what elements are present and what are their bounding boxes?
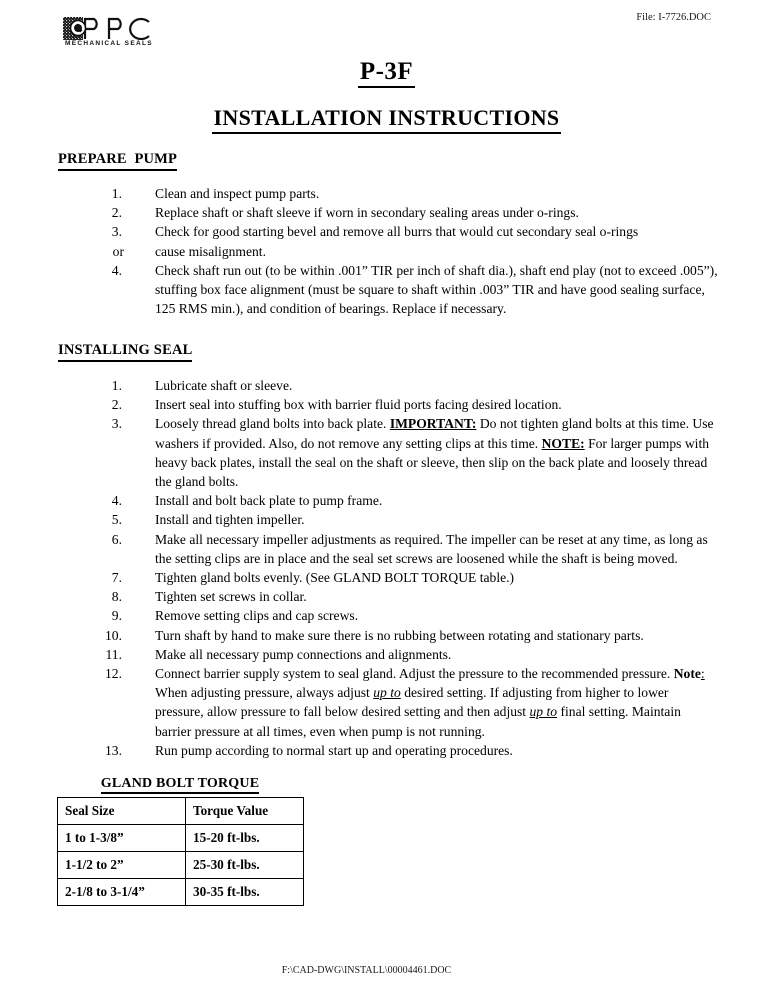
instruction-item [58,606,718,625]
table-cell: 15-20 ft-lbs. [186,825,304,852]
instruction-list [58,184,718,318]
instruction-number: 3. [111,224,122,240]
table-cell: 30-35 ft-lbs. [186,879,304,906]
instruction-text: Loosely thread gland bolts into back plate. IMPORTANT: Do not tighten gland bolts at this time. Use washers if provided. Also, do not remove any setting clips at this time. NOTE: For larger pumps with heavy back plates, install the seal on the shaft or sleeve, then slip on the back plate and loosely thread the gland bolts. [155,416,714,490]
instruction-item [58,261,718,319]
instruction-list [58,376,718,760]
instruction-text: Make all necessary pump connections and alignments. [155,646,452,662]
table-row [58,879,304,906]
instruction-number: 4. [111,493,122,509]
instruction-continuation [112,242,718,261]
instruction-text: Check for good starting bevel and remove all burrs that would cut secondary seal o-rings [155,224,639,240]
instruction-item [58,510,718,529]
table-caption-text: GLAND BOLT TORQUE [101,776,260,794]
page-subtitle-text: INSTALLATION INSTRUCTIONS [212,105,562,134]
page-title-text: P-3F [358,58,415,88]
instruction-item [58,414,718,491]
instruction-text: Turn shaft by hand to make sure there is no rubbing between rotating and stationary parts. [155,627,644,643]
page-subtitle [0,105,773,131]
document-header [0,0,773,52]
instruction-text: Tighten set screws in collar. [155,589,307,605]
instruction-text: Run pump according to normal start up and operating procedures. [155,742,513,758]
section-prepare-pump [58,150,718,318]
table-cell: 2-1/8 to 3-1/4” [58,879,186,906]
continuation-text: cause misalignment. [155,243,266,259]
instruction-item [58,645,718,664]
instruction-number: 10. [105,627,122,643]
instruction-number: 8. [111,589,122,605]
table-column-header: Seal Size [58,798,186,825]
instruction-number: 9. [111,608,122,624]
table-header-row [58,798,304,825]
table-cell: 25-30 ft-lbs. [186,852,304,879]
gland-bolt-torque-block [57,776,303,906]
footer-file-path: F:\CAD-DWG\INSTALL\00004461.DOC [281,965,452,976]
instruction-number: 5. [111,512,122,528]
instruction-number: 2. [111,397,122,413]
instruction-text: Remove setting clips and cap screws. [155,608,359,624]
table-row [58,825,304,852]
instruction-number: 6. [111,531,122,547]
section-installing-seal [58,341,718,760]
table-caption [57,776,303,792]
gland-bolt-torque-table [57,797,304,906]
instruction-text: Connect barrier supply system to seal gland. Adjust the pressure to the recommended pressure. Note: When adjusting pressure, always adjust up to desired setting. If adjusting from higher to lower pressure, allow pressure to fall below desired setting and then adjust up to final setting. Maintain barrier pressure at all times, even when pump is not running. [155,666,705,739]
instruction-item [58,222,718,260]
instruction-text: Make all necessary impeller adjustments as required. The impeller can be reset at any time, as long as the setting clips are in place and the seal set screws are loosened while the shaft is being moved. [155,531,708,566]
instruction-number: 2. [111,205,122,221]
instruction-item [58,664,718,741]
instruction-item [58,741,718,760]
company-logo [63,17,155,50]
instruction-number: 13. [105,742,122,758]
instruction-text: Install and bolt back plate to pump frame. [155,493,383,509]
instruction-item [58,530,718,568]
instruction-number: 12. [105,666,122,682]
instruction-item [58,587,718,606]
table-column-header: Torque Value [186,798,304,825]
instruction-text: Clean and inspect pump parts. [155,186,320,201]
table-cell: 1-1/2 to 2” [58,852,186,879]
instruction-number: 1. [111,378,122,393]
instruction-text: Check shaft run out (to be within .001” TIR per inch of shaft dia.), shaft end play (not to exceed .005”), stuffing box face alignment (must be square to shaft within .003” TIR and have good sealing surface, 125 RMS min.), and condition of bearings. Replace if necessary. [155,262,718,317]
instruction-text: Insert seal into stuffing box with barrier fluid ports facing desired location. [155,397,562,413]
file-reference: File: I-7726.DOC [636,12,711,23]
instruction-number: 11. [105,646,122,662]
instruction-item [58,626,718,645]
instruction-number: 3. [111,416,122,432]
instruction-number: 4. [111,262,122,278]
ppc-logo-icon [63,17,155,40]
document-footer [0,965,773,976]
instruction-text: Replace shaft or shaft sleeve if worn in secondary sealing areas under o-rings. [155,205,579,221]
table-row [58,852,304,879]
instruction-item [58,203,718,222]
logo-tagline: MECHANICAL SEALS [65,40,153,47]
instruction-text: Lubricate shaft or sleeve. [155,378,293,393]
instruction-item [58,184,718,203]
instruction-text: Install and tighten impeller. [155,512,305,528]
section-heading: PREPARE PUMP [58,151,177,171]
instruction-item [58,376,718,395]
instruction-number: 7. [111,570,122,586]
continuation-marker: or [112,243,124,259]
instruction-item [58,491,718,510]
instruction-number: 1. [111,186,122,201]
instruction-text: Tighten gland bolts evenly. (See GLAND BOLT TORQUE table.) [155,570,515,586]
instruction-item [58,568,718,587]
page-title [0,58,773,86]
section-heading: INSTALLING SEAL [58,342,192,362]
instruction-item [58,395,718,414]
table-cell: 1 to 1-3/8” [58,825,186,852]
